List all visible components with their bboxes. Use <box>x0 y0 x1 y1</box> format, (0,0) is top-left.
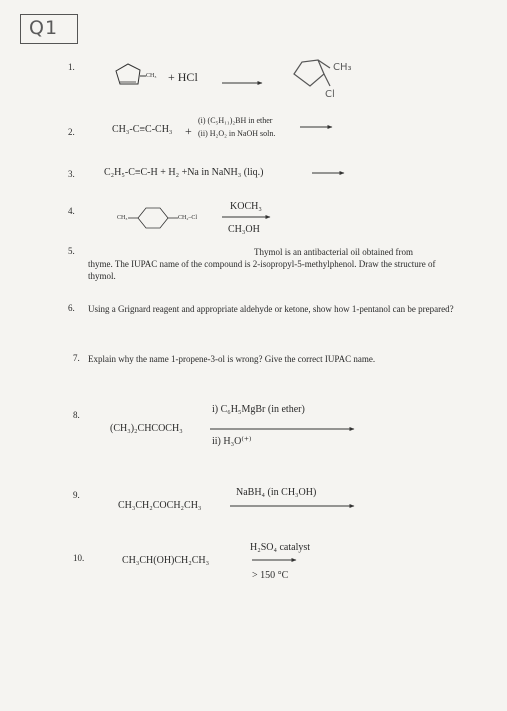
question-6-number: 6. <box>68 303 75 313</box>
q8-reaction-arrow <box>210 426 356 432</box>
q4-solvent: CH₃OH <box>228 224 260 235</box>
question-8-number: 8. <box>73 410 80 420</box>
q10-reactant: CH₃CH(OH)CH₂CH₃ <box>122 555 210 566</box>
q6-text: Using a Grignard reagent and appropriate aldehyde or ketone, show how 1-pentanol can be prepared? <box>88 304 454 314</box>
q5-text-rest: thyme. The IUPAC name of the compound is 2-isopropyl-5-methylphenol. Draw the structure of thymol. <box>88 259 436 281</box>
q4-left-group: CH₃ <box>117 215 128 221</box>
question-10-number: 10. <box>73 553 85 563</box>
q4-right-group: CH₂–Cl <box>178 215 198 221</box>
q1-reaction-arrow <box>222 80 264 86</box>
question-set-label: Q1 <box>20 14 78 44</box>
q1-methyl-label: CH₃ <box>146 73 157 79</box>
benzene-ring-icon <box>128 205 180 231</box>
q5-text-line-1: Thymol is an antibacterial oil obtained from <box>254 247 413 257</box>
question-3-number: 3. <box>68 169 75 179</box>
q3-equation: C₂H₅-C≡C-H + H₂ +Na in NaNH₃ (liq.) <box>104 167 264 178</box>
q2-reaction-arrow <box>300 124 334 130</box>
q2-condition-1: (i) (C₅H₁₁)₂BH in ether <box>198 116 273 125</box>
q9-condition: NaBH₄ (in CH₃OH) <box>236 487 317 498</box>
question-4-number: 4. <box>68 206 75 216</box>
q10-condition-2: > 150 °C <box>252 570 289 581</box>
q1-product-chloro: Cl <box>325 89 335 100</box>
question-5-number: 5. <box>68 246 75 256</box>
q1-product-methyl: CH₃ <box>333 62 352 73</box>
q10-reaction-arrow <box>252 557 298 563</box>
q9-reactant: CH₃CH₂COCH₂CH₃ <box>118 500 202 511</box>
q4-reaction-arrow <box>222 214 272 220</box>
q8-condition-2: ii) H₃O⁽⁺⁾ <box>212 436 252 447</box>
question-1-number: 1. <box>68 62 75 72</box>
q2-reactant: CH₃-C≡C-CH₃ <box>112 124 173 135</box>
q2-plus: + <box>185 124 192 138</box>
question-9-number: 9. <box>73 490 80 500</box>
q7-text: Explain why the name 1-propene-3-ol is wrong? Give the correct IUPAC name. <box>88 354 376 364</box>
q1-reagent: + HCl <box>168 70 198 84</box>
q9-reaction-arrow <box>230 503 356 509</box>
q10-condition-1: H₂SO₄ catalyst <box>250 542 311 553</box>
q4-reagent: KOCH₃ <box>230 201 262 212</box>
question-2-number: 2. <box>68 127 75 137</box>
question-7-number: 7. <box>73 353 80 363</box>
q8-condition-1: i) C₆H₅MgBr (in ether) <box>212 404 305 415</box>
q2-condition-2: (ii) H₂O₂ in NaOH soln. <box>198 129 276 138</box>
q3-reaction-arrow <box>312 170 346 176</box>
q8-reactant: (CH₃)₂CHCOCH₃ <box>110 423 183 434</box>
